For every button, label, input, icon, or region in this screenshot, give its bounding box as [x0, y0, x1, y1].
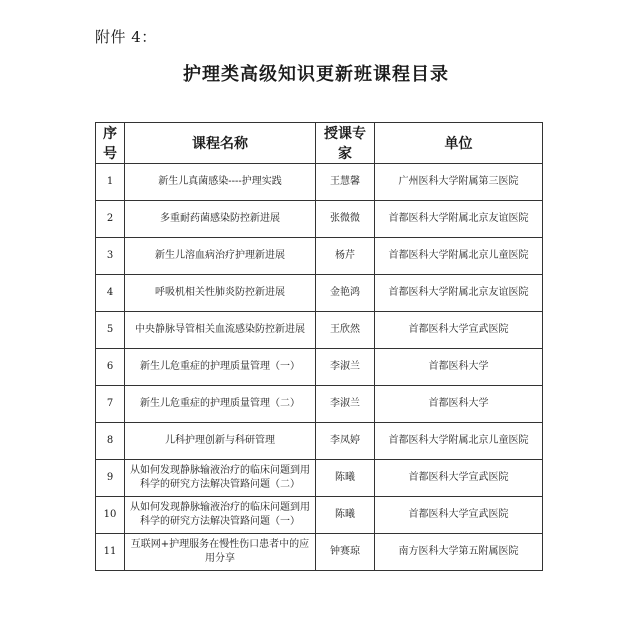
- row-unit: 广州医科大学附属第三医院: [375, 164, 543, 201]
- row-course: 从如何发现静脉输液治疗的临床问题到用科学的研究方法解决管路问题（一）: [125, 497, 316, 534]
- row-course: 新生儿危重症的护理质量管理（一）: [125, 349, 316, 386]
- row-unit: 首都医科大学宣武医院: [375, 497, 543, 534]
- table-row: [96, 349, 543, 386]
- attachment-label: 附件 4：: [95, 28, 157, 46]
- header-course: 课程名称: [125, 123, 316, 164]
- table-row: [96, 201, 543, 238]
- document-title: 护理类高级知识更新班课程目录: [183, 64, 449, 85]
- row-no: 4: [96, 275, 125, 312]
- row-expert: 陈曦: [316, 497, 375, 534]
- row-no: 11: [96, 534, 125, 571]
- row-no: 7: [96, 386, 125, 423]
- row-no: 5: [96, 312, 125, 349]
- table-header-row: [96, 123, 543, 164]
- row-unit: 南方医科大学第五附属医院: [375, 534, 543, 571]
- row-course: 中央静脉导管相关血流感染防控新进展: [125, 312, 316, 349]
- row-course: 新生儿真菌感染----护理实践: [125, 164, 316, 201]
- row-unit: 首都医科大学附属北京友谊医院: [375, 201, 543, 238]
- table-row: [96, 312, 543, 349]
- header-expert: 授课专家: [316, 123, 375, 164]
- row-expert: 王慧馨: [316, 164, 375, 201]
- row-course: 儿科护理创新与科研管理: [125, 423, 316, 460]
- row-unit: 首都医科大学: [375, 386, 543, 423]
- header-no: 序号: [96, 123, 125, 164]
- table-row: [96, 460, 543, 497]
- row-no: 9: [96, 460, 125, 497]
- row-expert: 杨芹: [316, 238, 375, 275]
- row-course: 新生儿溶血病治疗护理新进展: [125, 238, 316, 275]
- row-expert: 钟赛琼: [316, 534, 375, 571]
- row-expert: 李淑兰: [316, 349, 375, 386]
- row-course: 从如何发现静脉输液治疗的临床问题到用科学的研究方法解决管路问题（二）: [125, 460, 316, 497]
- row-unit: 首都医科大学宣武医院: [375, 460, 543, 497]
- row-no: 8: [96, 423, 125, 460]
- table-row: [96, 386, 543, 423]
- row-expert: 金艳鸿: [316, 275, 375, 312]
- row-course: 呼吸机相关性肺炎防控新进展: [125, 275, 316, 312]
- row-no: 2: [96, 201, 125, 238]
- row-expert: 李凤婷: [316, 423, 375, 460]
- row-no: 1: [96, 164, 125, 201]
- row-unit: 首都医科大学附属北京儿童医院: [375, 423, 543, 460]
- row-no: 6: [96, 349, 125, 386]
- header-unit: 单位: [375, 123, 543, 164]
- table-row: [96, 423, 543, 460]
- table-row: [96, 275, 543, 312]
- row-unit: 首都医科大学宣武医院: [375, 312, 543, 349]
- table-row: [96, 238, 543, 275]
- row-course: 新生儿危重症的护理质量管理（二）: [125, 386, 316, 423]
- row-expert: 王欣然: [316, 312, 375, 349]
- row-expert: 陈曦: [316, 460, 375, 497]
- course-catalog-table: [95, 122, 543, 571]
- row-course: 互联网+护理服务在慢性伤口患者中的应用分享: [125, 534, 316, 571]
- table-row: [96, 164, 543, 201]
- row-expert: 张微微: [316, 201, 375, 238]
- row-unit: 首都医科大学: [375, 349, 543, 386]
- table-row: [96, 534, 543, 571]
- row-course: 多重耐药菌感染防控新进展: [125, 201, 316, 238]
- row-no: 10: [96, 497, 125, 534]
- row-no: 3: [96, 238, 125, 275]
- table-row: [96, 497, 543, 534]
- row-unit: 首都医科大学附属北京友谊医院: [375, 275, 543, 312]
- row-unit: 首都医科大学附属北京儿童医院: [375, 238, 543, 275]
- row-expert: 李淑兰: [316, 386, 375, 423]
